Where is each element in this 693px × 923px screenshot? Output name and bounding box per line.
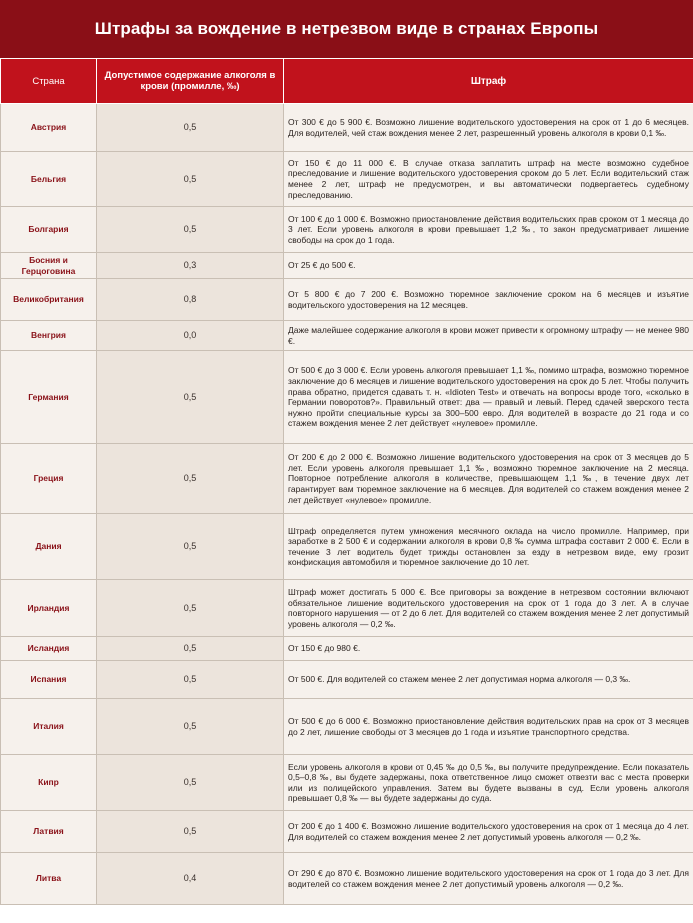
- table-header-row: [1, 59, 693, 104]
- country-cell: Литва: [1, 853, 97, 905]
- table-row: [1, 637, 693, 661]
- table-row: [1, 351, 693, 444]
- fine-cell: От 300 € до 5 900 €. Возможно лишение водительского удостоверения на срок от 1 до 6 месяцев. Для водителей, чей стаж вождения менее 2 лет, разрешенный уровень алкоголя в крови 0,1 ‰.: [284, 104, 693, 152]
- country-cell: Австрия: [1, 104, 97, 152]
- country-cell: Ирландия: [1, 580, 97, 637]
- alcohol-cell: 0,5: [97, 811, 284, 853]
- table-row: [1, 853, 693, 905]
- alcohol-cell: 0,5: [97, 514, 284, 580]
- country-cell: Италия: [1, 699, 97, 755]
- fine-cell: От 150 € до 11 000 €. В случае отказа заплатить штраф на месте возможно судебное преследование и лишение водительского удостоверения сроком до 5 лет. Если водительский стаж менее 2 лет, штраф не предусмотрен, и вы автоматически подвергаетесь судебному преследованию.: [284, 152, 693, 207]
- alcohol-cell: 0,5: [97, 699, 284, 755]
- alcohol-cell: 0,5: [97, 444, 284, 514]
- alcohol-cell: 0,5: [97, 580, 284, 637]
- country-cell: Дания: [1, 514, 97, 580]
- header-alcohol: Допустимое содержание алкоголя в крови (промилле, ‰): [97, 59, 284, 104]
- table-row: [1, 661, 693, 699]
- fine-cell: От 25 € до 500 €.: [284, 253, 693, 279]
- fine-cell: От 100 € до 1 000 €. Возможно приостановление действия водительских прав сроком от 1 месяца до 3 лет. Если уровень алкоголя в крови превышает 1,2 ‰, то закон предусматривает лишение свободы на срок до 1 года.: [284, 207, 693, 253]
- table-row: [1, 253, 693, 279]
- table-row: [1, 699, 693, 755]
- fine-cell: Штраф может достигать 5 000 €. Все приговоры за вождение в нетрезвом состоянии включают обязательное лишение водительского удостоверения на срок от 1 года до 3 лет. А в случае повторного нарушения — от 2 до 6 лет. Для водителей со стажем вождения менее 2 лет допустимый уровень алкоголя — 0,2 ‰.: [284, 580, 693, 637]
- alcohol-cell: 0,5: [97, 207, 284, 253]
- country-cell: Германия: [1, 351, 97, 444]
- table-row: [1, 755, 693, 811]
- country-cell: Великобритания: [1, 279, 97, 321]
- alcohol-cell: 0,5: [97, 351, 284, 444]
- alcohol-cell: 0,8: [97, 279, 284, 321]
- country-cell: Греция: [1, 444, 97, 514]
- country-cell: Кипр: [1, 755, 97, 811]
- header-fine: Штраф: [284, 59, 693, 104]
- table-row: [1, 152, 693, 207]
- fines-table: [0, 58, 693, 905]
- alcohol-cell: 0,5: [97, 104, 284, 152]
- country-cell: Венгрия: [1, 321, 97, 351]
- table-row: [1, 104, 693, 152]
- table-row: [1, 811, 693, 853]
- fine-cell: От 150 € до 980 €.: [284, 637, 693, 661]
- alcohol-cell: 0,5: [97, 637, 284, 661]
- alcohol-cell: 0,3: [97, 253, 284, 279]
- page-title: Штрафы за вождение в нетрезвом виде в странах Европы: [0, 0, 693, 58]
- country-cell: Бельгия: [1, 152, 97, 207]
- fine-cell: От 290 € до 870 €. Возможно лишение водительского удостоверения на срок от 1 года до 3 лет. Для водителей со стажем вождения менее 2 лет допустимый уровень алкоголя — 0,2 ‰.: [284, 853, 693, 905]
- fine-cell: Штраф определяется путем умножения месячного оклада на число промилле. Например, при заработке в 2 500 € и содержании алкоголя в крови 0,8 ‰ сумма штрафа составит 2 000 €. Если в течение 3 лет водитель будет трижды остановлен за езду в нетрезвом виде, ему грозит конфискация автомобиля и тюремное заключение до 10 лет.: [284, 514, 693, 580]
- country-cell: Испания: [1, 661, 97, 699]
- alcohol-cell: 0,5: [97, 661, 284, 699]
- table-row: [1, 207, 693, 253]
- fine-cell: От 500 € до 6 000 €. Возможно приостановление действия водительских прав на срок от 3 месяцев до 2 лет, лишение свободы от 3 месяцев до 1 года и изъятие транспортного средства.: [284, 699, 693, 755]
- header-country: Страна: [1, 59, 97, 104]
- fine-cell: От 500 € до 3 000 €. Если уровень алкоголя превышает 1,1 ‰, помимо штрафа, возможно тюремное заключение до 6 месяцев и лишение водительского удостоверения на срок до 5 лет. Чтобы получить права обратно, придется сдавать т. н. «Idioten Test» и отвечать на вопросы вроде того, «сколько в Германии поворотов?». Правильный ответ: два — правый и левый. Перед сдачей зверского теста нужно пройти специальные курсы за 300–500 евро. Для водителей в возрасте до 21 года и со стажем вождения менее 2 лет действует «нулевое» промилле.: [284, 351, 693, 444]
- country-cell: Латвия: [1, 811, 97, 853]
- country-cell: Болгария: [1, 207, 97, 253]
- country-cell: Босния и Герцоговина: [1, 253, 97, 279]
- table-row: [1, 580, 693, 637]
- alcohol-cell: 0,5: [97, 755, 284, 811]
- table-row: [1, 279, 693, 321]
- fine-cell: От 5 800 € до 7 200 €. Возможно тюремное заключение сроком на 6 месяцев и изъятие водительского удостоверения на 12 месяцев.: [284, 279, 693, 321]
- fine-cell: От 200 € до 2 000 €. Возможно лишение водительского удостоверения на срок от 3 месяцев до 5 лет. Если уровень алкоголя превышает 1,1 ‰, возможно тюремное заключение на 2 месяца. Повторное потребление алкоголя в количестве, превышающем 1,1 ‰, в течение двух лет гарантирует вам тюремное заключение на 6 месяцев. Для водителей со стажем вождения менее 2 лет действует «нулевое» промилле.: [284, 444, 693, 514]
- table-row: [1, 514, 693, 580]
- alcohol-cell: 0,5: [97, 152, 284, 207]
- alcohol-cell: 0,4: [97, 853, 284, 905]
- fine-cell: Даже малейшее содержание алкоголя в крови может привести к огромному штрафу — не менее 980 €.: [284, 321, 693, 351]
- fine-cell: От 200 € до 1 400 €. Возможно лишение водительского удостоверения на срок от 1 месяца до 4 лет. Для водителей со стажем вождения менее 2 лет допустимый уровень алкоголя — 0,2 ‰.: [284, 811, 693, 853]
- table-row: [1, 321, 693, 351]
- fine-cell: От 500 €. Для водителей со стажем менее 2 лет допустимая норма алкоголя — 0,3 ‰.: [284, 661, 693, 699]
- table-row: [1, 444, 693, 514]
- country-cell: Исландия: [1, 637, 97, 661]
- fine-cell: Если уровень алкоголя в крови от 0,45 ‰ до 0,5 ‰, вы получите предупреждение. Если показатель 0,5–0,8 ‰, вы будете задержаны, пока ответственное лицо сможет отвезти вас с места проверки или из полицейского управления. Затем вы будете вызваны в суд. Если уровень алкоголя превышает 0,8 ‰ — вы будете задержаны до суда.: [284, 755, 693, 811]
- alcohol-cell: 0,0: [97, 321, 284, 351]
